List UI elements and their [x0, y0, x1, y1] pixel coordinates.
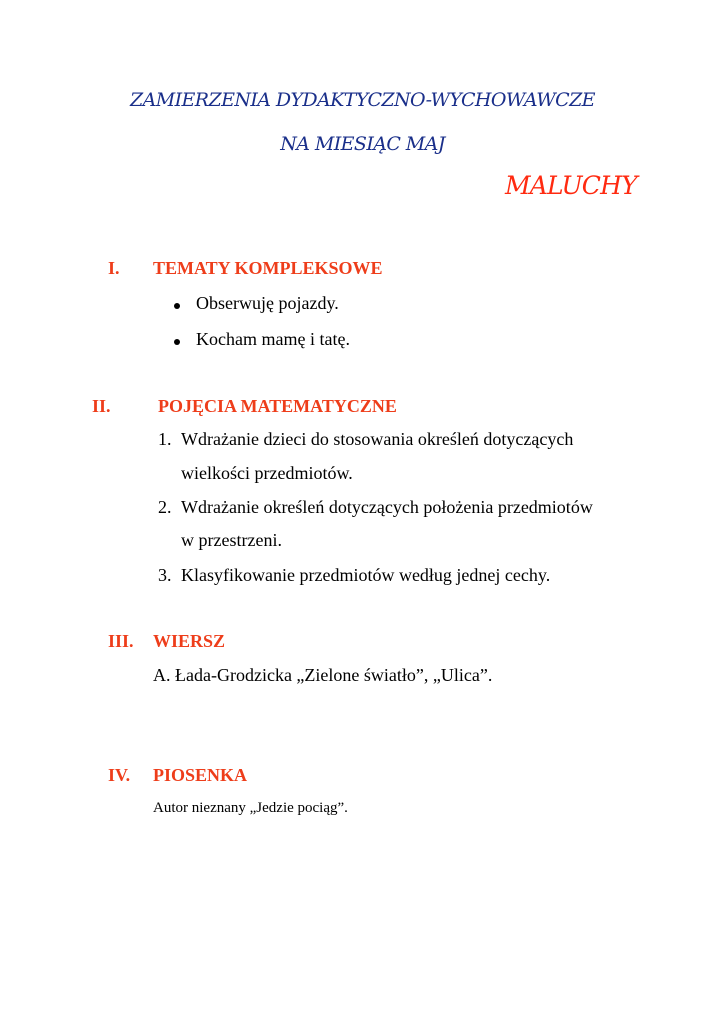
bullet-icon — [174, 339, 180, 345]
section-2-title: POJĘCIA MATEMATYCZNE — [158, 396, 397, 416]
bullet-icon — [174, 303, 180, 309]
list-item-marker: 1. — [158, 429, 172, 449]
list-item: Obserwuję pojazdy. — [196, 293, 339, 313]
section-4-text: Autor nieznany „Jedzie pociąg”. — [153, 800, 348, 816]
document-title: ZAMIERZENIA DYDAKTYCZNO-WYCHOWAWCZE — [130, 89, 595, 111]
section-4-number: IV. — [108, 765, 131, 785]
section-3-text: A. Łada-Grodzicka „Zielone światło”, „Ulica”. — [153, 665, 493, 685]
list-item: Wdrażanie dzieci do stosowania określeń dotyczących — [181, 429, 574, 449]
list-item: Kocham mamę i tatę. — [196, 329, 350, 349]
list-item-continuation: wielkości przedmiotów. — [181, 463, 353, 483]
document-title-month: NA MIESIĄC MAJ — [280, 133, 445, 155]
list-item-marker: 3. — [158, 565, 172, 585]
section-1-title: TEMATY KOMPLEKSOWE — [153, 258, 383, 278]
list-item-continuation: w przestrzeni. — [181, 530, 282, 550]
list-item: Klasyfikowanie przedmiotów według jednej cechy. — [181, 565, 551, 585]
section-2-number: II. — [92, 396, 111, 416]
list-item-marker: 2. — [158, 497, 172, 517]
section-4-title: PIOSENKA — [153, 765, 248, 785]
section-1-number: I. — [108, 258, 120, 278]
list-item: Wdrażanie określeń dotyczących położenia przedmiotów — [181, 497, 593, 517]
section-3-number: III. — [108, 631, 134, 651]
group-name: MALUCHY — [505, 171, 637, 200]
section-3-title: WIERSZ — [153, 631, 226, 651]
